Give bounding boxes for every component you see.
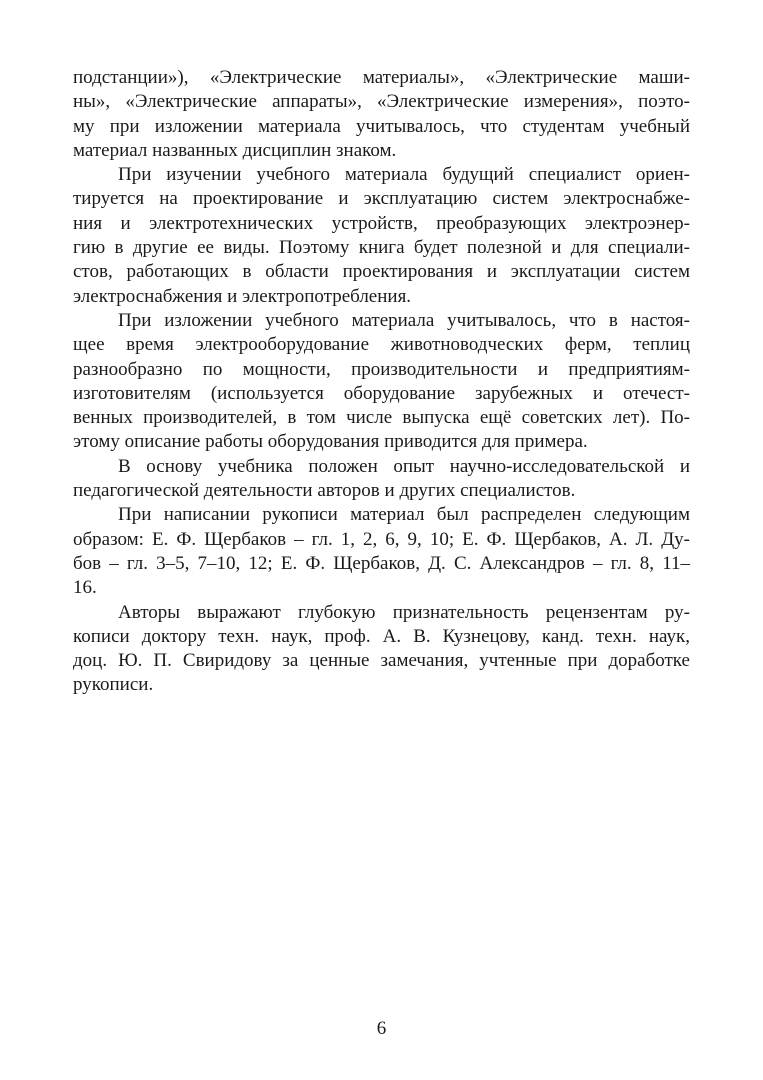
text-line: 16. bbox=[73, 577, 97, 599]
paragraph-1 bbox=[73, 66, 690, 163]
paragraph-4 bbox=[73, 455, 690, 504]
text-line: гию в другие ее виды. Поэтому книга будет полезной и для специали- bbox=[73, 237, 690, 259]
text-line: ния и электротехнических устройств, преобразующих электроэнер- bbox=[73, 212, 690, 234]
text-line: В основу учебника положен опыт научно-исследовательской и bbox=[118, 455, 690, 477]
text-line: При изучении учебного материала будущий специалист ориен- bbox=[118, 164, 690, 186]
text-line: щее время электрооборудование животноводческих ферм, теплиц bbox=[73, 334, 690, 356]
page-number: 6 bbox=[376, 1018, 387, 1039]
text-line: Авторы выражают глубокую признательность рецензентам ру- bbox=[118, 601, 690, 623]
paragraph-6 bbox=[73, 601, 690, 698]
text-line: тируется на проектирование и эксплуатацию систем электроснабже- bbox=[73, 188, 690, 210]
text-line: кописи доктору техн. наук, проф. А. В. Кузнецову, канд. техн. наук, bbox=[73, 625, 690, 647]
text-line: образом: Е. Ф. Щербаков – гл. 1, 2, 6, 9, 10; Е. Ф. Щербаков, А. Л. Ду- bbox=[73, 528, 690, 550]
text-line: венных производителей, в том числе выпуска ещё советских лет). По- bbox=[73, 407, 690, 429]
text-line: стов, работающих в области проектирования и эксплуатации систем bbox=[73, 261, 690, 283]
text-line: электроснабжения и электропотребления. bbox=[73, 285, 412, 307]
text-line: материал названных дисциплин знаком. bbox=[73, 139, 397, 161]
text-line: При изложении учебного материала учитывалось, что в настоя- bbox=[118, 309, 690, 331]
text-line: разнообразно по мощности, производительности и предприятиям- bbox=[73, 358, 690, 380]
page-body bbox=[73, 66, 690, 698]
text-line: подстанции»), «Электрические материалы», «Электрические маши- bbox=[73, 67, 690, 88]
text-line: педагогической деятельности авторов и других специалистов. bbox=[73, 480, 576, 502]
text-line: доц. Ю. П. Свиридову за ценные замечания, учтенные при доработке bbox=[73, 650, 690, 672]
text-line: изготовителям (используется оборудование зарубежных и отечест- bbox=[73, 382, 690, 404]
text-line: этому описание работы оборудования приводится для примера. bbox=[73, 431, 588, 453]
text-line: ны», «Электрические аппараты», «Электрические измерения», поэто- bbox=[73, 91, 690, 113]
text-line: При написании рукописи материал был распределен следующим bbox=[118, 504, 690, 526]
text-line: бов – гл. 3–5, 7–10, 12; Е. Ф. Щербаков, Д. С. Александров – гл. 8, 11– bbox=[73, 552, 690, 574]
paragraph-2 bbox=[73, 163, 690, 309]
paragraph-5 bbox=[73, 503, 690, 600]
paragraph-3 bbox=[73, 309, 690, 455]
text-line: рукописи. bbox=[73, 674, 154, 696]
text-line: му при изложении материала учитывалось, что студентам учебный bbox=[73, 115, 690, 137]
